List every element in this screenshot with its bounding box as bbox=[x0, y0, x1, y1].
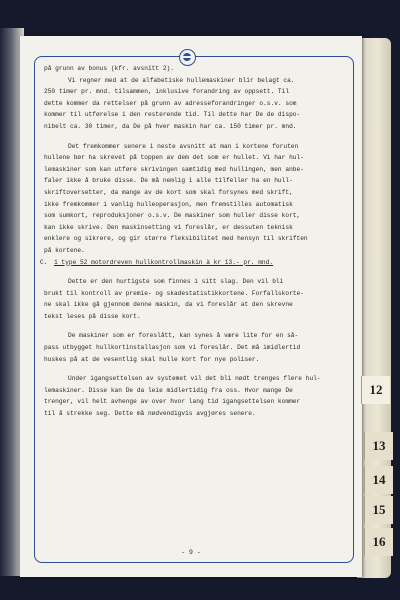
body-line: brukt til kontroll av premie- og skadestatistikkortene. Forfallskorte- bbox=[44, 289, 304, 297]
index-tab-14[interactable]: 14 bbox=[364, 466, 393, 494]
body-line: skriftoversetter, da mange av de kort som skal forsynes med skrift, bbox=[44, 188, 293, 196]
document-body bbox=[40, 63, 350, 420]
body-line: enklere og sikrere, og gir større fleksibilitet med hensyn til skriften bbox=[44, 235, 308, 243]
body-line: Vi regner med at de alfabetiske hullemaskiner blir belagt ca. bbox=[68, 76, 295, 84]
body-line: Under igangsettelsen av systemet vil det bli nødt trenges flere hul- bbox=[68, 375, 321, 383]
body-line: pass utbygget hullkortinstallasjon som vi foreslår. Det må imidlertid bbox=[44, 344, 301, 352]
index-tab-13[interactable]: 13 bbox=[364, 432, 393, 460]
section-letter: C. bbox=[40, 258, 48, 266]
body-line: som sumkort, reproduksjoner o.s.v. De maskiner som huller disse kort, bbox=[44, 212, 301, 220]
body-line: huskes på at de vesentlig skal hulle kort for nye poliser. bbox=[44, 355, 260, 363]
body-line: tekst leses på disse kort. bbox=[44, 312, 141, 320]
body-line: på kortene. bbox=[44, 246, 85, 254]
body-line: hullene bør ha skrevet på toppen av dem det som er hullet. Vi har hul- bbox=[44, 154, 304, 162]
index-tab-12[interactable]: 12 bbox=[361, 376, 390, 404]
body-line: Det fremkommer senere i neste avsnitt at man i kortene foruten bbox=[68, 142, 299, 150]
body-line: lemaskiner. Disse kan De da leie midlertidig fra oss. Hvor mange De bbox=[44, 386, 293, 394]
body-line: faler ikke å bruke disse. De må nemlig i alle tilfeller ha en hull- bbox=[44, 177, 293, 185]
document-page bbox=[20, 36, 362, 577]
body-line: ne skal ikke gå gjennom denne maskin, da vi foreslår at den skrevne bbox=[44, 301, 293, 309]
section-title: 1 type 52 motordreven hullkontrollmaskin à kr 13.- pr. mnd. bbox=[54, 258, 274, 266]
body-line: Dette er den hurtigste som finnes i sitt slag. Den vil bli bbox=[68, 278, 284, 286]
body-line: De maskiner som er foreslått, kan synes å være lite for en så- bbox=[68, 332, 299, 340]
index-tab-16[interactable]: 16 bbox=[364, 528, 393, 556]
body-line: trenger, vil helt avhenge av over hvor lang tid igangsettelsen kommer bbox=[44, 398, 301, 406]
body-line: kan ikke skrive. Den maskinsetting vi foreslår, er dessuten teknisk bbox=[44, 223, 293, 231]
body-line: kommer til utførelse i den resterende tid. Til dette har De de dispo- bbox=[44, 111, 301, 119]
body-line: på grunn av bonus (kfr. avsnitt 2). bbox=[44, 65, 174, 72]
body-line: lemaskiner som kan utføre skrivingen samtidig med hullingen, men anbe- bbox=[44, 165, 304, 173]
page-number: - 9 - bbox=[181, 549, 201, 556]
index-tab-15[interactable]: 15 bbox=[364, 496, 393, 524]
body-line: nibelt ca. 30 timer, da De på hver maskin har ca. 150 timer pr. mnd. bbox=[44, 122, 297, 130]
body-line: dette kommer da rettelser på grunn av adresseforandringer o.s.v. som bbox=[44, 99, 297, 107]
body-line: til å strekke seg. Dette må nødvendigvis avgjøres senere. bbox=[44, 410, 256, 418]
body-line: 250 timer pr. mnd. tilsammen, inklusive forandring av oppsett. Til bbox=[44, 88, 290, 96]
body-line: ikke fremkommer i vanlig hulleoperasjon, men fremstilles automatisk bbox=[44, 200, 293, 208]
section-heading bbox=[40, 257, 350, 269]
